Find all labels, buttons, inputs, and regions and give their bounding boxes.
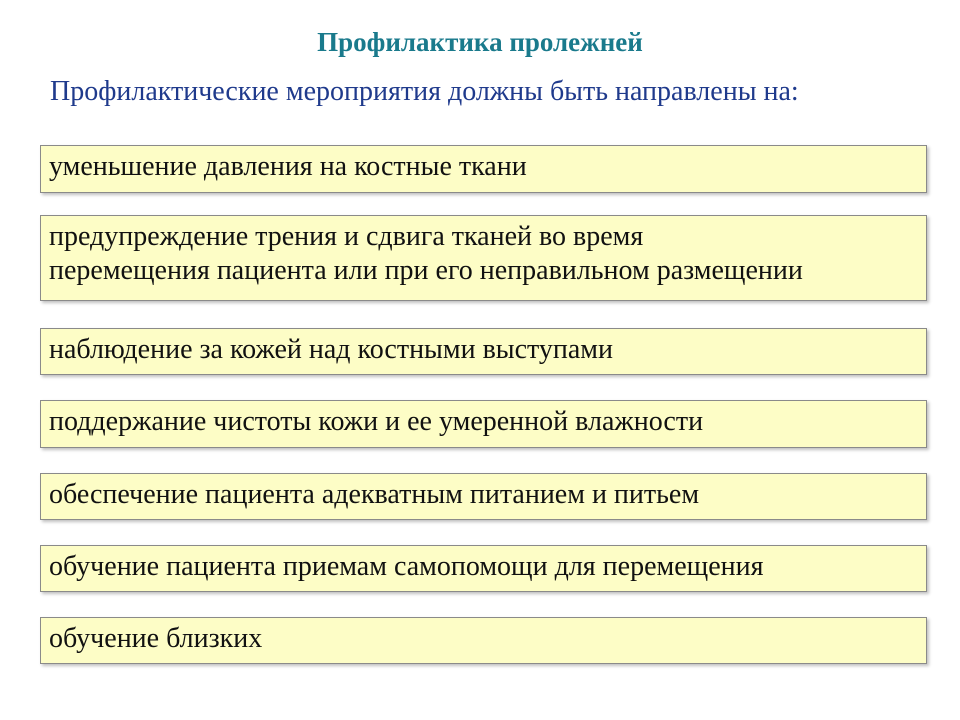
slide-subtitle: Профилактические мероприятия должны быть направлены на: bbox=[50, 76, 799, 107]
measure-text-line-2: перемещения пациента или при его неправильном размещении bbox=[49, 255, 803, 286]
measure-text: наблюдение за кожей над костными выступами bbox=[49, 334, 614, 365]
measure-text: обучение близких bbox=[49, 623, 263, 654]
measure-text: обеспечение пациента адекватным питанием и питьем bbox=[49, 479, 700, 510]
measure-text-line-1: предупреждение трения и сдвига тканей во время bbox=[49, 221, 644, 252]
measure-box-skin-hygiene bbox=[40, 400, 927, 448]
measure-box-family-training bbox=[40, 617, 927, 664]
measure-text: уменьшение давления на костные ткани bbox=[49, 151, 527, 182]
measure-box-skin-observation bbox=[40, 328, 927, 375]
measure-text: обучение пациента приемам самопомощи для перемещения bbox=[49, 551, 764, 582]
measure-text: поддержание чистоты кожи и ее умеренной влажности bbox=[49, 406, 704, 437]
measure-box-nutrition bbox=[40, 473, 927, 520]
measure-box-patient-training bbox=[40, 545, 927, 592]
measure-box-pressure bbox=[40, 145, 927, 193]
slide-title: Профилактика пролежней bbox=[317, 27, 643, 57]
measure-box-friction bbox=[40, 215, 927, 301]
